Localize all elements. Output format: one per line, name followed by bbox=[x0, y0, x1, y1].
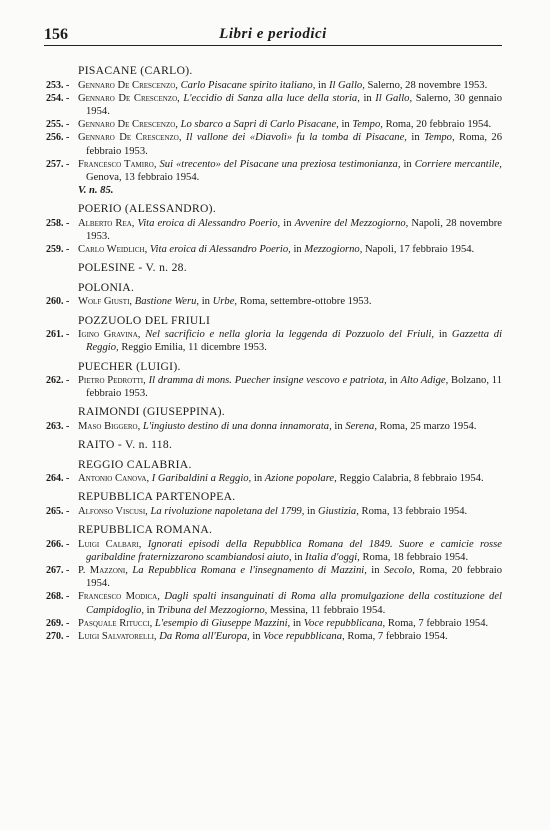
bibliography-entry bbox=[48, 538, 502, 564]
entry-place-date: Napoli, 28 novembre 1953. bbox=[86, 217, 502, 243]
bibliography-entry bbox=[48, 131, 502, 157]
entry-author: Gennaro De Crescenzo, bbox=[78, 92, 180, 104]
entry-in: in bbox=[438, 329, 448, 341]
section-heading: POZZUOLO DEL FRIULI bbox=[78, 313, 211, 327]
entry-author: Luigi Calbari, bbox=[78, 538, 142, 550]
entry-place-date: Reggio Calabria, 8 febbraio 1954. bbox=[339, 473, 484, 485]
entry-title: Sui «trecento» del Pisacane una preziosa testimonianza, bbox=[159, 158, 401, 170]
entry-author: Alberto Rea, bbox=[78, 217, 135, 229]
entry-number: 257. - bbox=[46, 158, 70, 170]
entry-publication: Tempo, bbox=[352, 119, 383, 131]
entry-place-date: Napoli, 17 febbraio 1954. bbox=[365, 244, 475, 256]
entry-number: 262. - bbox=[46, 375, 70, 387]
entry-publication: Corriere mercantile, bbox=[414, 158, 502, 170]
section bbox=[48, 433, 502, 453]
entry-number: 267. - bbox=[46, 564, 70, 576]
entry-author: Pasquale Ritucci, bbox=[78, 617, 153, 629]
entry-author: Gennaro De Crescenzo, bbox=[78, 132, 182, 144]
entry-title: Il dramma di mons. Puecher insigne vescovo e patriota, bbox=[148, 375, 387, 387]
entry-in: in bbox=[292, 617, 302, 629]
entry-in: in bbox=[294, 551, 303, 563]
entry-publication: Il Gallo, bbox=[328, 79, 365, 91]
entry-title: Ignorati episodi della Repubblica Romana del 1849. Suore e camicie rosse garibaldine fraternizzarono scambiandosi aiuto, bbox=[86, 538, 503, 563]
section-heading: POERIO (ALESSANDRO). bbox=[78, 202, 217, 216]
entry-author: Maso Biggero, bbox=[78, 420, 141, 432]
entry-title: La Repubblica Romana e l'insegnamento di Mazzini, bbox=[132, 564, 367, 576]
bibliography-entry bbox=[48, 374, 502, 400]
entry-title: Da Roma all'Europa, bbox=[159, 630, 250, 642]
section bbox=[48, 453, 502, 486]
entry-title: Dagli spalti insanguinati di Roma alla promulgazione della costituzione del Campidoglio, bbox=[86, 591, 503, 616]
entry-number: 256. - bbox=[46, 132, 70, 144]
entry-author: Antonio Canova, bbox=[78, 473, 150, 485]
bibliography-entry bbox=[48, 79, 502, 92]
bibliography-entry bbox=[48, 328, 502, 354]
bibliography-entry bbox=[48, 295, 502, 308]
bibliography-entry bbox=[48, 217, 502, 243]
section bbox=[48, 518, 502, 643]
entry-publication: Giustizia, bbox=[317, 505, 359, 517]
entry-publication: Serena, bbox=[345, 420, 377, 432]
entry-in: in bbox=[341, 119, 350, 131]
entry-title: Il vallone dei «Diavoli» fu la tomba di Pisacane, bbox=[185, 132, 407, 144]
entry-author: Gennaro De Crescenzo, bbox=[78, 79, 178, 91]
entry-in: in bbox=[363, 92, 372, 104]
entry-in: in bbox=[293, 244, 302, 256]
entry-in: in bbox=[389, 375, 398, 387]
page-number: 156 bbox=[44, 26, 68, 43]
entry-title: L'ingiusto destino di una donna innamorata, bbox=[142, 420, 332, 432]
bibliography-entry bbox=[48, 472, 502, 485]
entry-place-date: Roma, 7 febbraio 1954. bbox=[387, 617, 489, 629]
entry-author: Igino Gravina, bbox=[78, 329, 141, 341]
section bbox=[48, 485, 502, 518]
entry-publication: Italia d'oggi, bbox=[305, 551, 360, 563]
entry-title: Lo sbarco a Sapri di Carlo Pisacane, bbox=[180, 119, 339, 131]
entry-number: 269. - bbox=[46, 617, 70, 629]
entry-title: Vita eroica di Alessandro Poerio, bbox=[137, 217, 281, 229]
entry-publication: Il Gallo, bbox=[375, 92, 413, 104]
entry-publication: Voce repubblicana, bbox=[263, 630, 345, 642]
entry-place-date: Roma, 13 febbraio 1954. bbox=[361, 505, 468, 517]
entry-in: in bbox=[201, 296, 210, 308]
entry-number: 254. - bbox=[46, 92, 70, 104]
entry-in: in bbox=[146, 604, 155, 616]
entry-in: in bbox=[318, 79, 327, 91]
entry-place-date: Roma, 18 febbraio 1954. bbox=[362, 551, 469, 563]
bibliography-list bbox=[48, 64, 502, 643]
section-heading: RAITO - V. n. 118. bbox=[78, 438, 173, 452]
section bbox=[48, 256, 502, 276]
bibliography-entry bbox=[48, 118, 502, 131]
entry-publication: Urbe, bbox=[212, 296, 238, 308]
entry-in: in bbox=[371, 564, 380, 576]
entry-place-date: Reggio Emilia, 11 dicembre 1953. bbox=[121, 342, 267, 354]
bibliography-entry bbox=[48, 564, 502, 590]
section bbox=[48, 276, 502, 309]
entry-number: 268. - bbox=[46, 591, 70, 603]
section-heading: REPUBBLICA PARTENOPEA. bbox=[78, 490, 236, 504]
entry-place-date: Bolzano, 11 febbraio 1953. bbox=[86, 375, 502, 400]
section bbox=[48, 355, 502, 401]
entry-publication: Tempo, bbox=[424, 132, 455, 144]
bibliography-entry bbox=[48, 420, 502, 433]
entry-number: 255. - bbox=[46, 119, 70, 131]
entry-title: Vita eroica di Alessandro Poerio, bbox=[149, 244, 291, 256]
section-heading: POLONIA. bbox=[78, 280, 135, 294]
entry-author: Francesco Modica, bbox=[78, 591, 160, 603]
entry-number: 270. - bbox=[46, 630, 70, 642]
entry-number: 265. - bbox=[46, 505, 70, 517]
entry-publication: Mezzogiorno, bbox=[304, 244, 363, 256]
entry-author: Wolf Giusti, bbox=[78, 296, 133, 308]
entry-title: Bastione Weru, bbox=[134, 296, 200, 308]
entry-number: 258. - bbox=[46, 217, 70, 229]
section bbox=[48, 309, 502, 355]
entry-author: Alfonso Viscusi, bbox=[78, 505, 148, 517]
entry-number: 266. - bbox=[46, 538, 70, 550]
entry-title: Carlo Pisacane spirito italiano, bbox=[180, 79, 316, 91]
bibliography-entry bbox=[48, 617, 502, 630]
bibliography-entry bbox=[48, 590, 502, 616]
entry-author: Carlo Weidlich, bbox=[78, 244, 148, 256]
entry-publication: Alto Adige, bbox=[400, 375, 449, 387]
entry-author: Francesco Tamiro, bbox=[78, 158, 157, 170]
bibliography-entry bbox=[48, 92, 502, 118]
header-rule bbox=[44, 45, 502, 46]
entry-place-date: Roma, 7 febbraio 1954. bbox=[347, 630, 448, 642]
entry-place-date: Roma, settembre-ottobre 1953. bbox=[239, 296, 372, 308]
entry-publication: Azione popolare, bbox=[264, 473, 337, 485]
entry-publication: Gazzetta di Reggio, bbox=[86, 329, 503, 354]
bibliography-entry bbox=[48, 158, 502, 184]
entry-place-date: Roma, 25 marzo 1954. bbox=[379, 420, 477, 432]
entry-place-date: Genova, 13 febbraio 1954. bbox=[86, 171, 200, 183]
entry-title: La rivoluzione napoletana del 1799, bbox=[150, 505, 305, 517]
entry-title: Nel sacrificio e nella gloria la leggenda di Pozzuolo del Friuli, bbox=[145, 329, 435, 341]
entry-place-date: Roma, 20 febbraio 1954. bbox=[385, 119, 492, 131]
section bbox=[48, 197, 502, 256]
section-heading: PISACANE (CARLO). bbox=[78, 64, 193, 77]
entry-place-date: Salerno, 28 novembre 1953. bbox=[367, 79, 488, 91]
entry-place-date: Salerno, 30 gennaio 1954. bbox=[86, 92, 503, 117]
entry-publication: Tribuna del Mezzogiorno, bbox=[157, 604, 268, 616]
entry-publication: Secolo, bbox=[383, 564, 415, 576]
entry-title: L'eccidio di Sanza alla luce della storia, bbox=[183, 92, 360, 104]
entry-publication: Avvenire del Mezzogiorno, bbox=[294, 217, 409, 229]
running-title: Libri e periodici bbox=[219, 26, 327, 42]
entry-in: in bbox=[252, 630, 261, 642]
entry-title: L'esempio di Giuseppe Mazzini, bbox=[154, 617, 291, 629]
entry-in: in bbox=[253, 473, 263, 485]
entry-in: in bbox=[411, 132, 420, 144]
entry-in: in bbox=[403, 158, 412, 170]
section-heading: REPUBBLICA ROMANA. bbox=[78, 523, 213, 537]
entry-author: Gennaro De Crescenzo, bbox=[78, 119, 178, 131]
entry-in: in bbox=[334, 420, 343, 432]
entry-author: Pietro Pedrotti, bbox=[78, 375, 146, 387]
entry-number: 253. - bbox=[46, 79, 70, 91]
bibliography-entry bbox=[48, 630, 502, 643]
entry-place-date: Roma, 26 febbraio 1953. bbox=[86, 132, 503, 157]
entry-number: 260. - bbox=[46, 296, 70, 308]
section bbox=[48, 64, 502, 197]
entry-number: 263. - bbox=[46, 420, 70, 432]
entry-number: 264. - bbox=[46, 473, 70, 485]
section-heading: RAIMONDI (GIUSEPPINA). bbox=[78, 405, 226, 419]
entry-number: 261. - bbox=[46, 329, 70, 341]
entry-place-date: Roma, 20 febbraio 1954. bbox=[86, 564, 503, 590]
section bbox=[48, 400, 502, 433]
section-heading: REGGIO CALABRIA. bbox=[78, 457, 192, 471]
entry-place-date: Messina, 11 febbraio 1954. bbox=[269, 604, 386, 616]
entry-in: in bbox=[307, 505, 316, 517]
bibliography-entry bbox=[48, 505, 502, 518]
entry-number: 259. - bbox=[46, 244, 70, 256]
entry-publication: Voce repubblicana, bbox=[303, 617, 386, 629]
section-heading: PUECHER (LUIGI). bbox=[78, 359, 181, 373]
section-heading: POLESINE - V. n. 28. bbox=[78, 261, 187, 275]
bibliography-entry bbox=[48, 243, 502, 256]
entry-author: P. Mazzoni, bbox=[78, 564, 128, 576]
cross-reference: V. n. 85. bbox=[78, 185, 114, 197]
entry-author: Luigi Salvatorelli, bbox=[78, 630, 157, 642]
entry-title: I Garibaldini a Reggio, bbox=[151, 473, 252, 485]
entry-in: in bbox=[283, 217, 292, 229]
